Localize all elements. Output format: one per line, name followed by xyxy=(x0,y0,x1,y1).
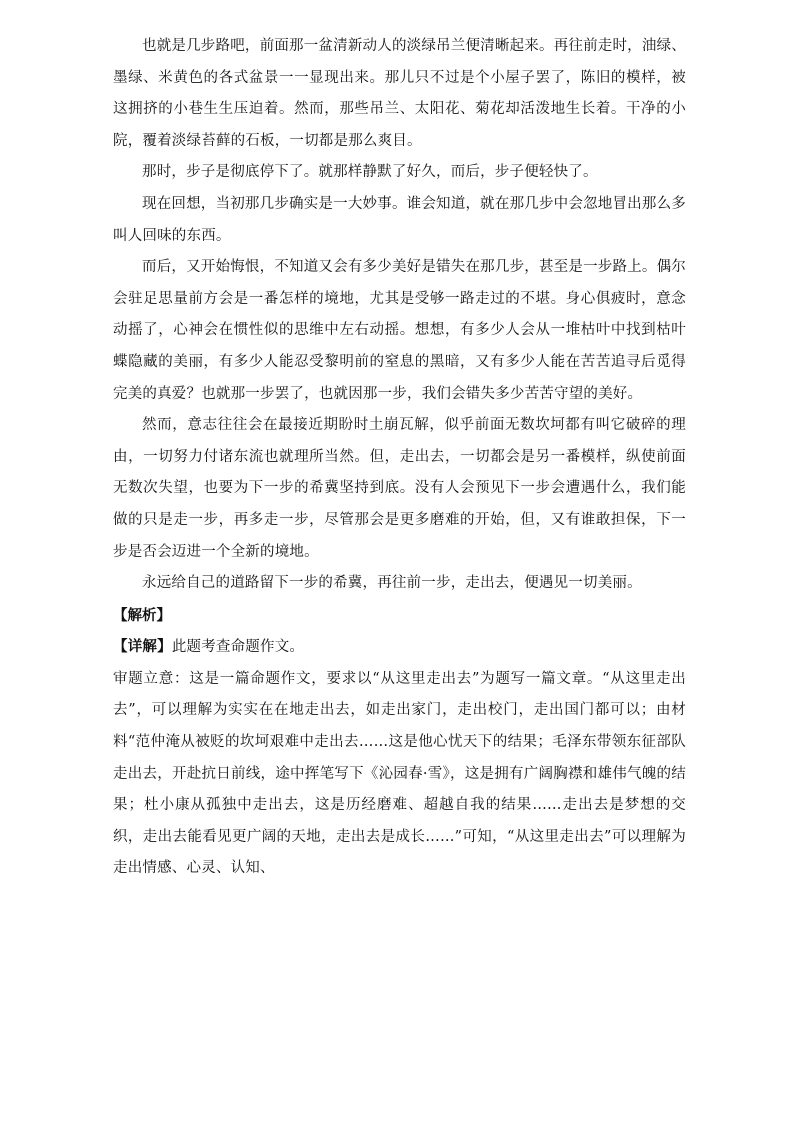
analysis-detail xyxy=(113,631,686,664)
document-page xyxy=(113,31,686,885)
analysis-body: 审题立意：这是一篇命题作文，要求以“从这里走出去”为题写一篇文章。“从这里走出去”，可以理解为实实在在地走出去，如走出家门，走出校门，走出国门都可以；由材料“范仲淹从被贬的坎坷艰难中走出去……这是他心忧天下的结果；毛泽东带领东征部队走出去，开赴抗日前线，途中挥笔写下《沁园春·雪》，这是拥有广阔胸襟和雄伟气魄的结果；杜小康从孤独中走出去，这是历经磨难、超越自我的结果……走出去是梦想的交织，走出去能看见更广阔的天地，走出去是成长……”可知，“从这里走出去”可以理解为走出情感、心灵、认知、 xyxy=(113,670,686,877)
essay-paragraph-1: 也就是几步路吧，前面那一盆清新动人的淡绿吊兰便清晰起来。再往前走时，油绿、墨绿、米黄色的各式盆景一一显现出来。那儿只不过是个小屋子罢了，陈旧的模样，被这拥挤的小巷生生压迫着。然而，那些吊兰、太阳花、菊花却活泼地生长着。干净的小院，覆着淡绿苔藓的石板，一切都是那么爽目。 xyxy=(113,38,686,149)
essay-paragraph-5: 然而，意志往往会在最接近期盼时土崩瓦解，似乎前面无数坎坷都有叫它破碎的理由，一切努力付诸东流也就理所当然。但，走出去，一切都会是另一番模样，纵使前面无数次失望，也要为下一步的希冀坚持到底。没有人会预见下一步会遭遇什么，我们能做的只是走一步，再多走一步，尽管那会是更多磨难的开始，但，又有谁敢担保，下一步是否会迈进一个全新的境地。 xyxy=(113,417,686,560)
essay-paragraph-3: 现在回想，当初那几步确实是一大妙事。谁会知道，就在那几步中会忽地冒出那么多叫人回味的东西。 xyxy=(113,195,686,244)
essay-paragraph-4: 而后，又开始悔恨，不知道又会有多少美好是错失在那几步，甚至是一步路上。偶尔会驻足思量前方会是一番怎样的境地，尤其是受够一路走过的不堪。身心俱疲时，意念动摇了，心神会在惯性似的思维中左右动摇。想想，有多少人会从一堆枯叶中找到枯叶蝶隐藏的美丽，有多少人能忍受黎明前的窒息的黑暗，又有多少人能在苦苦追寻后觅得完美的真爱？也就那一步罢了，也就因那一步，我们会错失多少苦苦守望的美好。 xyxy=(113,259,686,402)
analysis-heading: 【解析】 xyxy=(113,606,171,624)
essay-paragraph-2: 那时，步子是彻底停下了。就那样静默了好久，而后，步子便轻快了。 xyxy=(142,164,598,181)
essay-paragraph-6: 永远给自己的道路留下一步的希冀，再往前一步，走出去，便遇见一切美丽。 xyxy=(142,575,642,592)
analysis-detail-label: 【详解】 xyxy=(113,638,172,656)
analysis-detail-text: 此题考查命题作文。 xyxy=(171,639,305,656)
